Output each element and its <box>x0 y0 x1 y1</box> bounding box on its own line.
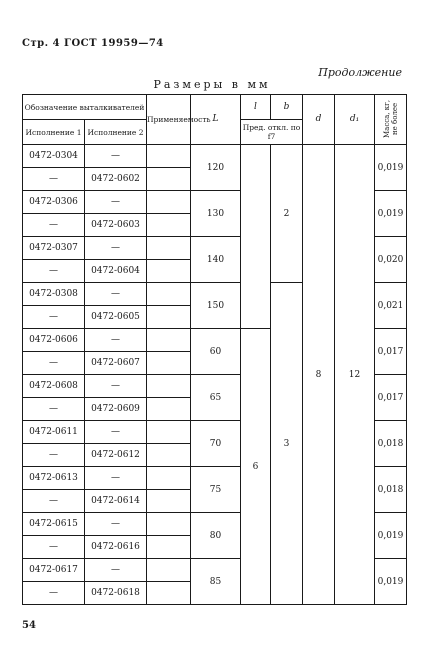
cell-applicability <box>147 329 191 352</box>
cell-exec2: 0472-0609 <box>85 398 147 421</box>
cell-exec1: — <box>23 398 85 421</box>
cell-b-lower: 3 <box>271 283 303 605</box>
cell-applicability <box>147 214 191 237</box>
cell-exec1: 0472-0611 <box>23 421 85 444</box>
cell-L: 130 <box>191 191 241 237</box>
cell-exec2: 0472-0607 <box>85 352 147 375</box>
cell-applicability <box>147 375 191 398</box>
b-header: b <box>271 95 303 120</box>
cell-applicability <box>147 513 191 536</box>
cell-L: 85 <box>191 559 241 605</box>
cell-exec1: — <box>23 582 85 605</box>
cell-exec2: — <box>85 467 147 490</box>
cell-exec2: 0472-0618 <box>85 582 147 605</box>
cell-mass: 0,017 <box>375 375 407 421</box>
cell-exec2: 0472-0612 <box>85 444 147 467</box>
cell-mass: 0,018 <box>375 421 407 467</box>
cell-applicability <box>147 191 191 214</box>
cell-exec2: — <box>85 145 147 168</box>
cell-l-upper <box>241 145 271 329</box>
exec2-header: Исполнение 2 <box>85 120 147 145</box>
sizes-title: Размеры в мм <box>153 78 271 91</box>
dimensions-table <box>22 94 407 605</box>
designation-header: Обозначение выталкивателей <box>23 95 147 120</box>
cell-exec2: — <box>85 513 147 536</box>
d-header: d <box>303 95 335 145</box>
cell-mass: 0,019 <box>375 145 407 191</box>
mass-header <box>375 95 407 145</box>
cell-mass: 0,018 <box>375 467 407 513</box>
cell-applicability <box>147 260 191 283</box>
cell-mass: 0,021 <box>375 283 407 329</box>
cell-exec1: — <box>23 214 85 237</box>
cell-exec2: 0472-0603 <box>85 214 147 237</box>
cell-applicability <box>147 168 191 191</box>
cell-mass: 0,019 <box>375 559 407 605</box>
cell-applicability <box>147 490 191 513</box>
cell-exec1: 0472-0606 <box>23 329 85 352</box>
cell-exec2: — <box>85 237 147 260</box>
cell-exec1: — <box>23 260 85 283</box>
cell-applicability <box>147 582 191 605</box>
cell-exec1: 0472-0306 <box>23 191 85 214</box>
cell-L: 120 <box>191 145 241 191</box>
cell-exec1: 0472-0608 <box>23 375 85 398</box>
cell-applicability <box>147 283 191 306</box>
cell-applicability <box>147 237 191 260</box>
d1-header: d₁ <box>335 95 375 145</box>
cell-mass: 0,019 <box>375 191 407 237</box>
cell-l-lower: 6 <box>241 329 271 605</box>
cell-exec1: 0472-0613 <box>23 467 85 490</box>
cell-exec2: — <box>85 559 147 582</box>
cell-exec1: 0472-0617 <box>23 559 85 582</box>
cell-exec1: — <box>23 444 85 467</box>
l-header: l <box>241 95 271 120</box>
cell-applicability <box>147 467 191 490</box>
cell-L: 80 <box>191 513 241 559</box>
cell-applicability <box>147 559 191 582</box>
cell-L: 75 <box>191 467 241 513</box>
cell-exec1: 0472-0304 <box>23 145 85 168</box>
cell-exec1: 0472-0615 <box>23 513 85 536</box>
cell-L: 60 <box>191 329 241 375</box>
deviation-header: Пред. откл. по f7 <box>241 120 303 145</box>
cell-applicability <box>147 145 191 168</box>
cell-exec2: — <box>85 283 147 306</box>
cell-applicability <box>147 421 191 444</box>
cell-exec2: 0472-0614 <box>85 490 147 513</box>
cell-applicability <box>147 444 191 467</box>
page-header: Стр. 4 ГОСТ 19959—74 <box>22 38 164 49</box>
cell-applicability <box>147 398 191 421</box>
cell-exec2: — <box>85 375 147 398</box>
cell-exec1: 0472-0308 <box>23 283 85 306</box>
cell-exec2: — <box>85 329 147 352</box>
cell-exec1: — <box>23 536 85 559</box>
cell-exec2: 0472-0616 <box>85 536 147 559</box>
cell-exec2: — <box>85 421 147 444</box>
continuation-label: Продолжение <box>318 66 402 79</box>
cell-L: 140 <box>191 237 241 283</box>
cell-L: 65 <box>191 375 241 421</box>
cell-L: 70 <box>191 421 241 467</box>
cell-applicability <box>147 306 191 329</box>
cell-d1: 12 <box>335 145 375 605</box>
cell-d: 8 <box>303 145 335 605</box>
cell-mass: 0,017 <box>375 329 407 375</box>
mass-header-text: Масса, кг, не более <box>382 99 399 138</box>
cell-b-upper: 2 <box>271 145 303 283</box>
applicability-header: Применяемость <box>147 95 191 145</box>
cell-applicability <box>147 352 191 375</box>
cell-exec1: — <box>23 490 85 513</box>
cell-applicability <box>147 536 191 559</box>
cell-exec2: — <box>85 191 147 214</box>
L-header: L <box>191 95 241 145</box>
cell-exec2: 0472-0602 <box>85 168 147 191</box>
cell-exec1: — <box>23 352 85 375</box>
cell-exec2: 0472-0605 <box>85 306 147 329</box>
cell-mass: 0,019 <box>375 513 407 559</box>
cell-mass: 0,020 <box>375 237 407 283</box>
page-number: 54 <box>22 620 36 631</box>
cell-L: 150 <box>191 283 241 329</box>
exec1-header: Исполнение 1 <box>23 120 85 145</box>
cell-exec1: — <box>23 306 85 329</box>
cell-exec1: — <box>23 168 85 191</box>
cell-exec2: 0472-0604 <box>85 260 147 283</box>
cell-exec1: 0472-0307 <box>23 237 85 260</box>
